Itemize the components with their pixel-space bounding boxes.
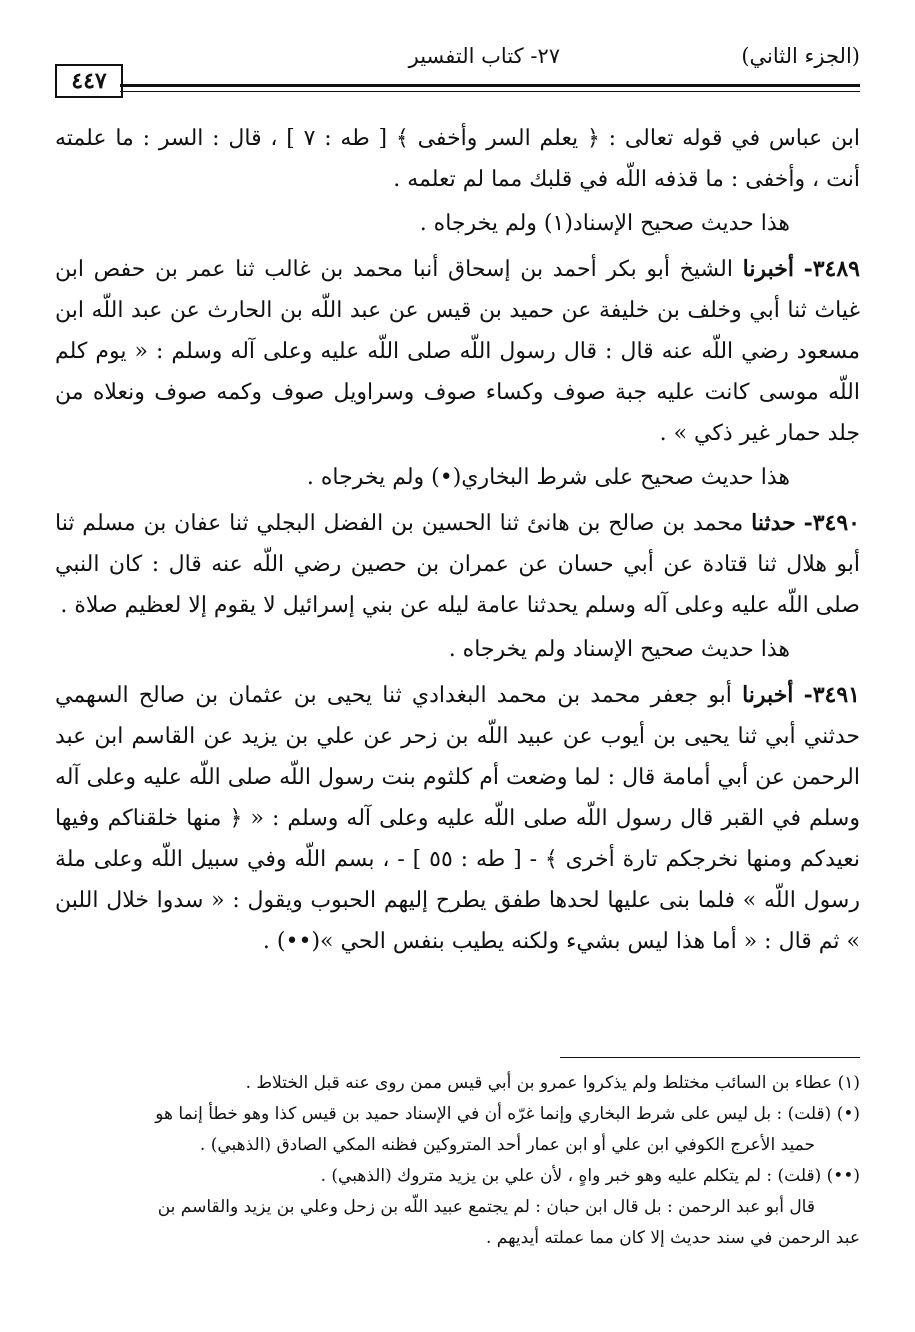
hadith-3489 <box>55 249 860 454</box>
hadith-3490 <box>55 503 860 626</box>
hadith-text: الشيخ أبو بكر أحمد بن إسحاق أنبا محمد بن غالب ثنا عمر بن حفص ابن غياث ثنا أبي وخلف بن خليفة عن حميد بن قيس عن عبد اللّه بن الحارث عن عبد اللّه ابن مسعود رضي اللّه عنه قال : قال رسول اللّه صلى اللّه عليه وعلى آله وسلم : « يوم كلم اللّه موسى كانت عليه جبة صوف وكساء صوف وسراويل صوف وكمه صوف ونعلاه من جلد حمار غير ذكي » . <box>55 257 860 446</box>
footnote-1: (١) عطاء بن السائب مختلط ولم يذكروا عمرو بن أبي قيس ممن روى عنه قبل الختلاط . <box>245 1073 860 1093</box>
hadith-text: محمد بن صالح بن هانئ ثنا الحسين بن الفضل البجلي ثنا عفان بن مسلم ثنا أبو هلال ثنا قتادة عن أبي حسان عن عمران بن حصين رضي اللّه عنه قال : كان النبي صلى اللّه عليه وعلى آله وسلم يحدثنا عامة ليله عن بني إسرائيل لا يقوم إلا لعظيم صلاة . <box>55 511 860 618</box>
footnote-4-continued: عبد الرحمن في سند حديث إلا كان مما عملته أيديهم . <box>485 1228 860 1248</box>
volume-label: (الجزء الثاني) <box>741 44 860 68</box>
paragraph-intro: ابن عباس في قوله تعالى : ﴿ يعلم السر وأخفى ﴾ [ طه : ٧ ] ، قال : السر : ما علمته أنت ، وأخفى : ما قذفه اللّه في قلبك مما لم تعلمه . <box>55 126 860 192</box>
footnote-2-continued: حميد الأعرج الكوفي ابن علي أو ابن عمار أحد المتروكين فظنه المكي الصادق (الذهبي) . <box>199 1135 815 1155</box>
hadith-keyword: أخبرنا <box>742 256 794 282</box>
hadith-text: أبو جعفر محمد بن محمد البغدادي ثنا يحيى بن عثمان بن صالح السهمي حدثني أبي ثنا يحيى بن أيوب عن عبيد اللّه بن زحر عن علي بن يزيد عن القاسم ابن عبد الرحمن عن أبي أمامة قال : لما وضعت أم كلثوم بنت رسول اللّه صلى اللّه عليه وعلى آله وسلم في القبر قال رسول اللّه صلى اللّه عليه وعلى آله وسلم : « ﴿ منها خلقناكم وفيها نعيدكم ومنها نخرجكم تارة أخرى ﴾ - [ طه : ٥٥ ] - ، بسم اللّه وفي سبيل اللّه وعلى ملة رسول اللّه » فلما بنى عليها لحدها طفق يطرح إليهم الحبوب ويقول : « سدوا خلال اللبن » ثم قال : « أما هذا ليس بشيء ولكنه يطيب بنفس الحي »(••) . <box>55 683 860 954</box>
hadith-keyword: حدثنا <box>751 510 796 536</box>
chapter-title: ٢٧- كتاب التفسير <box>408 44 560 68</box>
page-number: ٤٤٧ <box>55 64 123 98</box>
grading-note: هذا حديث صحيح الإسناد(١) ولم يخرجاه . <box>419 211 790 236</box>
header-rule-thick <box>120 84 860 87</box>
footnote-separator <box>560 1057 860 1058</box>
footnotes <box>55 1068 860 1254</box>
footnote-2: (•) (قلت) : بل ليس على شرط البخاري وإنما غرّه أن في الإسناد حميد بن قيس كذا وهو خطأ إنما هو <box>155 1104 860 1124</box>
header-rule-thin <box>120 91 860 92</box>
hadith-3491 <box>55 675 860 962</box>
grading-note: هذا حديث صحيح الإسناد ولم يخرجاه . <box>448 637 790 662</box>
hadith-number: ٣٤٩٠- <box>803 510 860 536</box>
grading-note: هذا حديث صحيح على شرط البخاري(•) ولم يخرجاه . <box>306 465 790 490</box>
footnote-4: قال أبو عبد الرحمن : بل قال ابن حبان : لم يجتمع عبيد اللّه بن زحل وعلي بن يزيد والقاسم بن <box>157 1197 815 1217</box>
hadith-number: ٣٤٩١- <box>803 682 860 708</box>
page-header <box>55 38 860 94</box>
main-text <box>55 118 860 962</box>
hadith-keyword: أخبرنا <box>742 682 794 708</box>
hadith-number: ٣٤٨٩- <box>803 256 860 282</box>
footnote-3: (••) (قلت) : لم يتكلم عليه وهو خبر واهٍ ، لأن علي بن يزيد متروك (الذهبي) . <box>320 1166 860 1186</box>
